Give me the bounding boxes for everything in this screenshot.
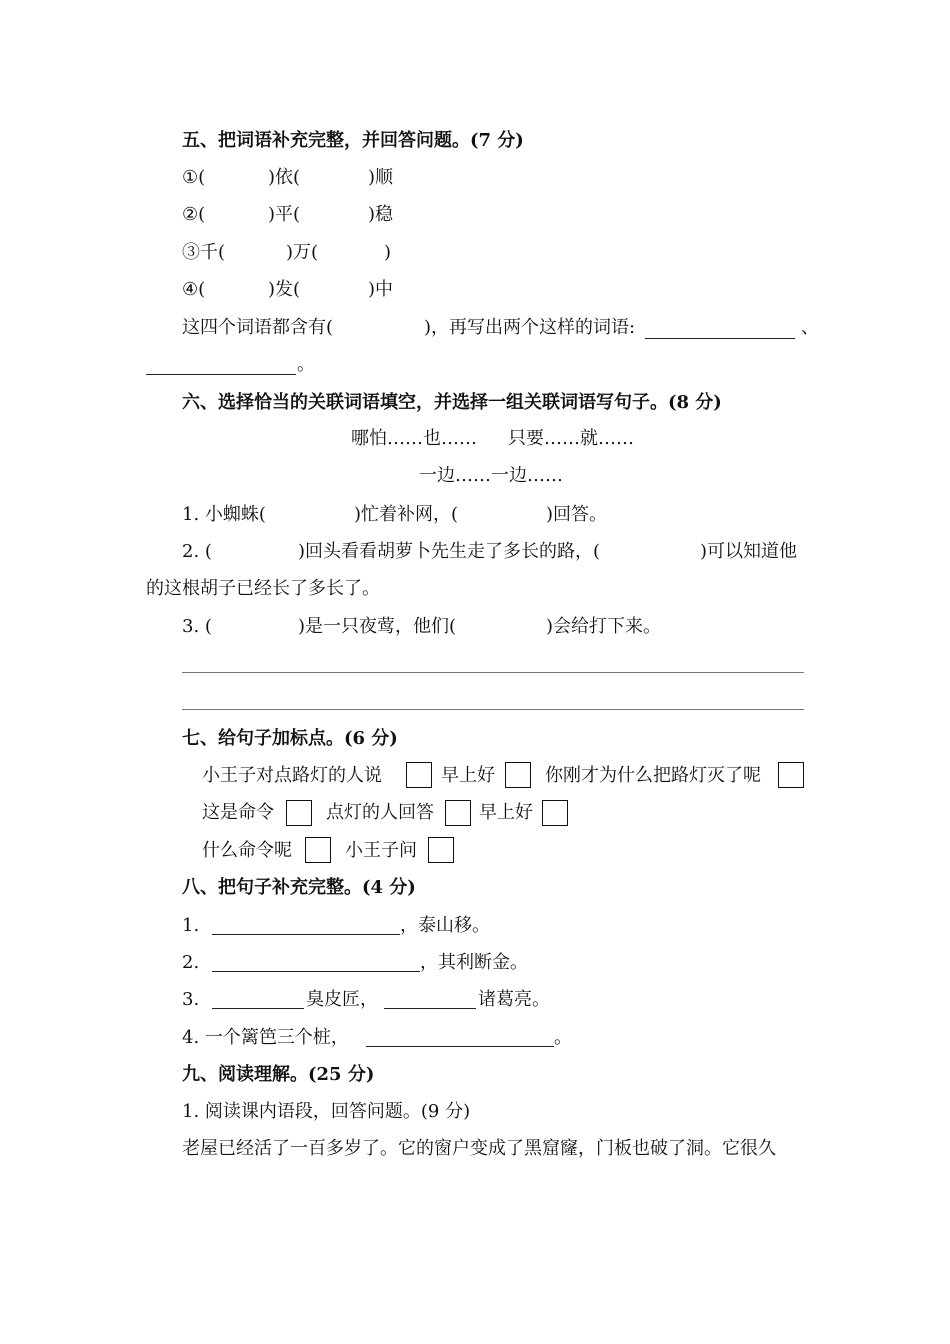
s5-item-4-a: ④(	[182, 279, 206, 300]
s8-text-2: ，其利断金。	[420, 952, 528, 973]
s8-text-1: ，泰山移。	[400, 915, 490, 936]
s7-r1-text-3: 你刚才为什么把路灯灭了呢	[545, 765, 761, 786]
s9-subquestion: 1. 阅读课内语段，回答问题。(9 分)	[182, 1101, 471, 1122]
s6-q3-c: )会给打下来。	[546, 616, 662, 637]
s8-text-3b: 诸葛亮。	[478, 989, 550, 1010]
s5-answer-line-1[interactable]	[645, 338, 795, 339]
s7-r2-text-2: 点灯的人回答	[326, 802, 434, 823]
s5-item-3-c: )	[384, 242, 392, 263]
s6-q2-a: 2. (	[182, 541, 212, 562]
s8-num-2: 2.	[182, 952, 200, 973]
s6-option-2: 只要……就……	[508, 428, 634, 449]
s6-writing-line-1[interactable]	[182, 672, 804, 673]
section-8-title: 八、把句子补充完整。(4 分)	[182, 877, 416, 898]
s6-writing-line-2[interactable]	[182, 709, 804, 710]
s8-blank-2[interactable]	[212, 971, 420, 972]
s8-num-4: 4. 一个篱笆三个桩，	[182, 1027, 349, 1048]
s6-q1-a: 1. 小蜘蛛(	[182, 504, 266, 525]
s7-r3-text-1: 什么命令呢	[202, 840, 292, 861]
section-7-title: 七、给句子加标点。(6 分)	[182, 728, 398, 749]
s8-text-3a: 臭皮匠，	[306, 989, 378, 1010]
s5-question-a: 这四个词语都含有(	[182, 317, 334, 338]
punctuation-box[interactable]	[286, 800, 312, 826]
s6-q2-b: )回头看看胡萝卜先生走了多长的路，(	[298, 541, 601, 562]
s6-q3-b: )是一只夜莺，他们(	[298, 616, 457, 637]
s8-num-3: 3.	[182, 989, 200, 1010]
s8-text-4: 。	[554, 1027, 572, 1048]
s7-r2-text-3: 早上好	[479, 802, 533, 823]
s8-blank-3b[interactable]	[384, 1008, 476, 1009]
s6-option-3: 一边……一边……	[419, 465, 563, 486]
s5-item-1-a: ①(	[182, 167, 206, 188]
s8-blank-1[interactable]	[212, 934, 400, 935]
punctuation-box[interactable]	[505, 762, 531, 788]
punctuation-box[interactable]	[445, 800, 471, 826]
s8-num-1: 1.	[182, 915, 200, 936]
s7-r2-text-1: 这是命令	[202, 802, 274, 823]
s5-answer-line-2[interactable]	[146, 374, 296, 375]
s5-end: 。	[297, 354, 315, 375]
s8-blank-4[interactable]	[366, 1046, 554, 1047]
punctuation-box[interactable]	[542, 800, 568, 826]
s9-passage: 老屋已经活了一百多岁了。它的窗户变成了黑窟窿，门板也破了洞。它很久	[182, 1138, 776, 1159]
s6-option-1: 哪怕……也……	[351, 428, 477, 449]
s6-q2-c: )可以知道他	[700, 541, 798, 562]
section-5-title: 五、把词语补充完整，并回答问题。(7 分)	[182, 130, 524, 151]
s5-item-4-c: )中	[368, 279, 394, 300]
s7-r1-text-2: 早上好	[441, 765, 495, 786]
section-9-title: 九、阅读理解。(25 分)	[182, 1064, 375, 1085]
s5-item-2-c: )稳	[368, 204, 394, 225]
s6-q2-d: 的这根胡子已经长了多长了。	[146, 578, 380, 599]
section-6-title: 六、选择恰当的关联词语填空，并选择一组关联词语写句子。(8 分)	[182, 392, 722, 413]
s6-q1-c: )回答。	[546, 504, 608, 525]
s7-r3-text-2: 小王子问	[345, 840, 417, 861]
s5-item-1-c: )顺	[368, 167, 394, 188]
s5-item-3-a: ③千(	[182, 242, 226, 263]
punctuation-box[interactable]	[305, 837, 331, 863]
s5-item-2-b: )平(	[268, 204, 301, 225]
s8-blank-3a[interactable]	[212, 1008, 304, 1009]
punctuation-box[interactable]	[428, 837, 454, 863]
s5-item-1-b: )依(	[268, 167, 301, 188]
s6-q3-a: 3. (	[182, 616, 212, 637]
punctuation-box[interactable]	[778, 762, 804, 788]
s7-r1-text-1: 小王子对点路灯的人说	[202, 765, 382, 786]
s6-q1-b: )忙着补网，(	[354, 504, 459, 525]
s5-item-2-a: ②(	[182, 204, 206, 225]
s5-item-3-b: )万(	[286, 242, 319, 263]
s5-item-4-b: )发(	[268, 279, 301, 300]
s5-separator: 、	[801, 317, 819, 338]
punctuation-box[interactable]	[406, 762, 432, 788]
s5-question-b: )，再写出两个这样的词语:	[424, 317, 636, 338]
